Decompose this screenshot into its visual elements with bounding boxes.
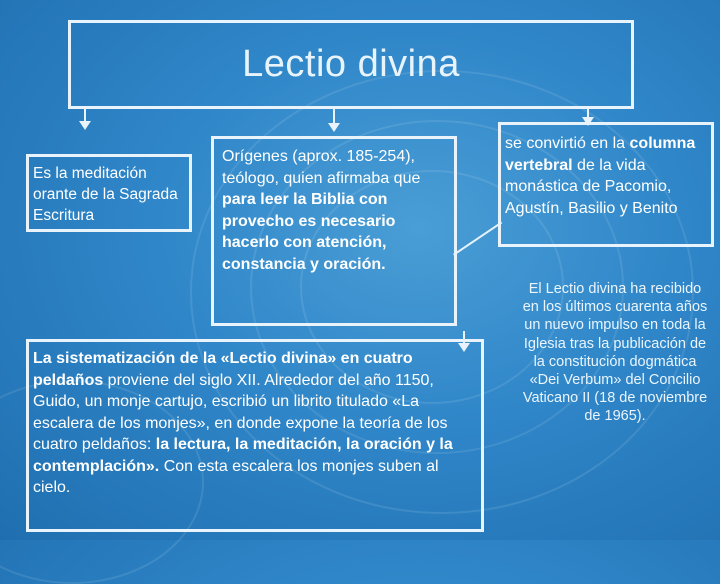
title-box bbox=[68, 20, 634, 109]
steps-heading: La sistematización de la «Lectio divina» en cuatro peldaños bbox=[33, 350, 413, 389]
steps-text bbox=[33, 348, 479, 499]
steps-body: proviene del siglo XII. Alrededor del año 1150, Guido, un monje cartujo, escribió un librito titulado «La escalera de los monjes», en donde expone la teoría de los cuatro peldaños: bbox=[33, 371, 448, 453]
monastic-text bbox=[505, 133, 713, 219]
arrow-down-icon bbox=[328, 123, 340, 132]
connector-diagonal bbox=[453, 222, 502, 256]
steps-closing: Con esta escalera los monjes suben al cielo. bbox=[33, 457, 439, 496]
renewal-label: El Lectio divina ha recibido en los últimos cuarenta años un nuevo impulso en toda la Iglesia tras la publicación de la constitución dogmática «Dei Verbum» del Concilio Vaticano II (18 de noviembre de 1965). bbox=[522, 281, 708, 425]
renewal-text bbox=[522, 280, 708, 426]
origenes-text bbox=[222, 146, 450, 275]
monastic-intro: se convirtió en la bbox=[505, 135, 630, 152]
definition-label: Es la meditación orante de la Sagrada Escritura bbox=[33, 165, 178, 224]
arrow-down-icon bbox=[79, 121, 91, 130]
steps-emphasis: la lectura, la meditación, la oración y la contemplación». bbox=[33, 436, 453, 475]
origenes-emphasis: para leer la Biblia con provecho es necesario hacerlo con atención, constancia y oración. bbox=[222, 191, 396, 273]
definition-text bbox=[33, 163, 189, 226]
page-title: Lectio divina bbox=[242, 43, 460, 85]
monastic-emphasis: columna vertebral bbox=[505, 135, 696, 174]
monastic-outro: de la vida monástica de Pacomio, Agustín, Basilio y Benito bbox=[505, 156, 678, 217]
origenes-intro: Orígenes (aprox. 185-254), teólogo, quien afirmaba que bbox=[222, 148, 421, 187]
